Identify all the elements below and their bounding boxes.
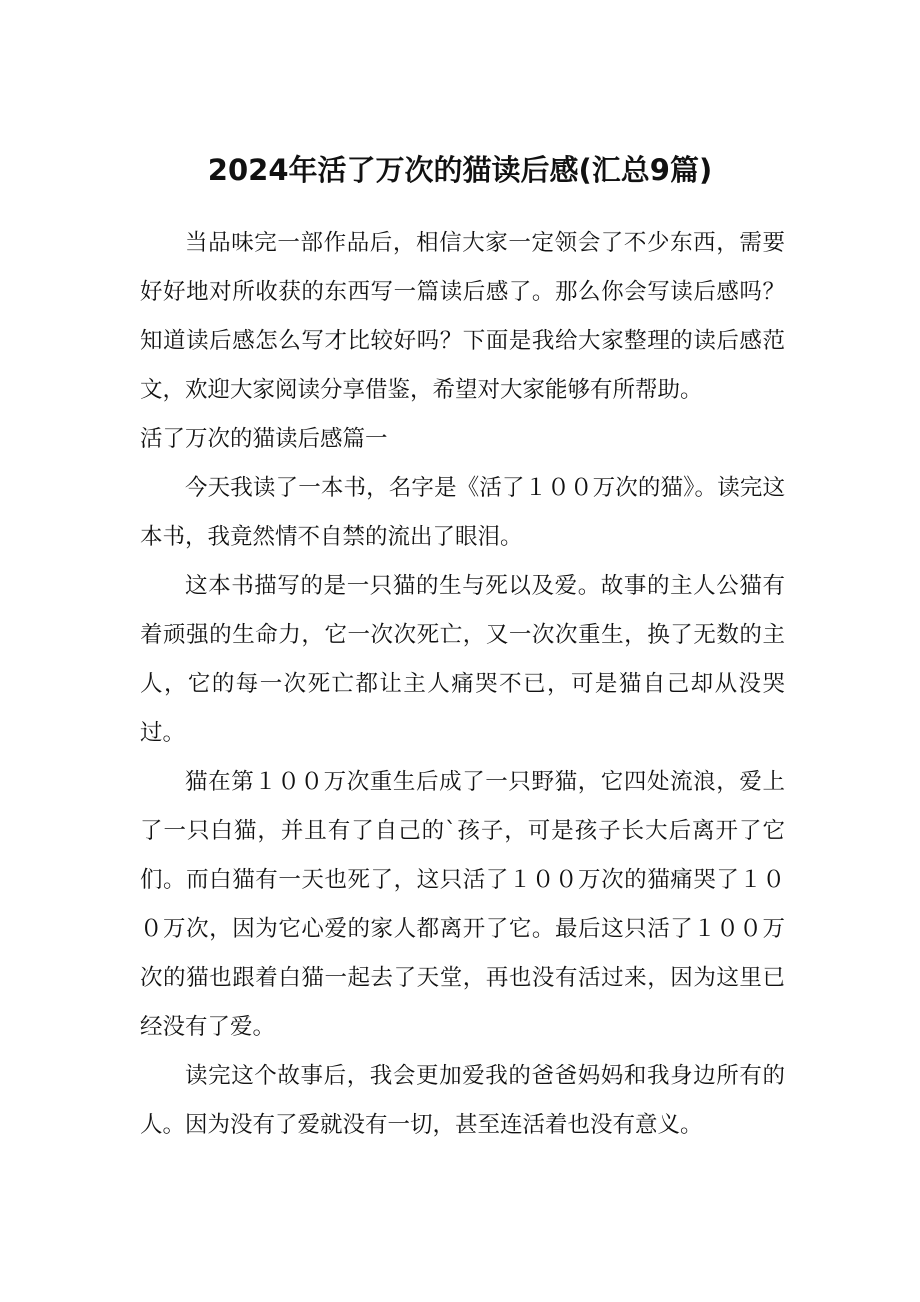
body-paragraph-2: 这本书描写的是一只猫的生与死以及爱。故事的主人公猫有着顽强的生命力，它一次次死亡，又一次次重生，换了无数的主人，它的每一次死亡都让主人痛哭不已，可是猫自己却从没哭过。 bbox=[140, 573, 785, 746]
document-title: 2024年活了万次的猫读后感(汇总9篇) bbox=[207, 153, 713, 187]
body-paragraph-4: 读完这个故事后，我会更加爱我的爸爸妈妈和我身边所有的人。因为没有了爱就没有一切，甚至连活着也没有意义。 bbox=[140, 1063, 785, 1138]
document-body bbox=[140, 219, 785, 1150]
body-paragraph-1: 今天我读了一本书，名字是《活了１００万次的猫》。读完这本书，我竟然情不自禁的流出了眼泪。 bbox=[140, 475, 785, 550]
section-heading: 活了万次的猫读后感篇一 bbox=[140, 426, 388, 452]
intro-paragraph: 当品味完一部作品后，相信大家一定领会了不少东西，需要好好地对所收获的东西写一篇读后感了。那么你会写读后感吗？知道读后感怎么写才比较好吗？下面是我给大家整理的读后感范文，欢迎大家阅读分享借鉴，希望对大家能够有所帮助。 bbox=[140, 230, 785, 403]
body-paragraph-3: 猫在第１００万次重生后成了一只野猫，它四处流浪，爱上了一只白猫，并且有了自己的`孩子，可是孩子长大后离开了它们。而白猫有一天也死了，这只活了１００万次的猫痛哭了１００万次，因为它心爱的家人都离开了它。最后这只活了１００万次的猫也跟着白猫一起去了天堂，再也没有活过来，因为这里已经没有了爱。 bbox=[140, 769, 785, 1040]
